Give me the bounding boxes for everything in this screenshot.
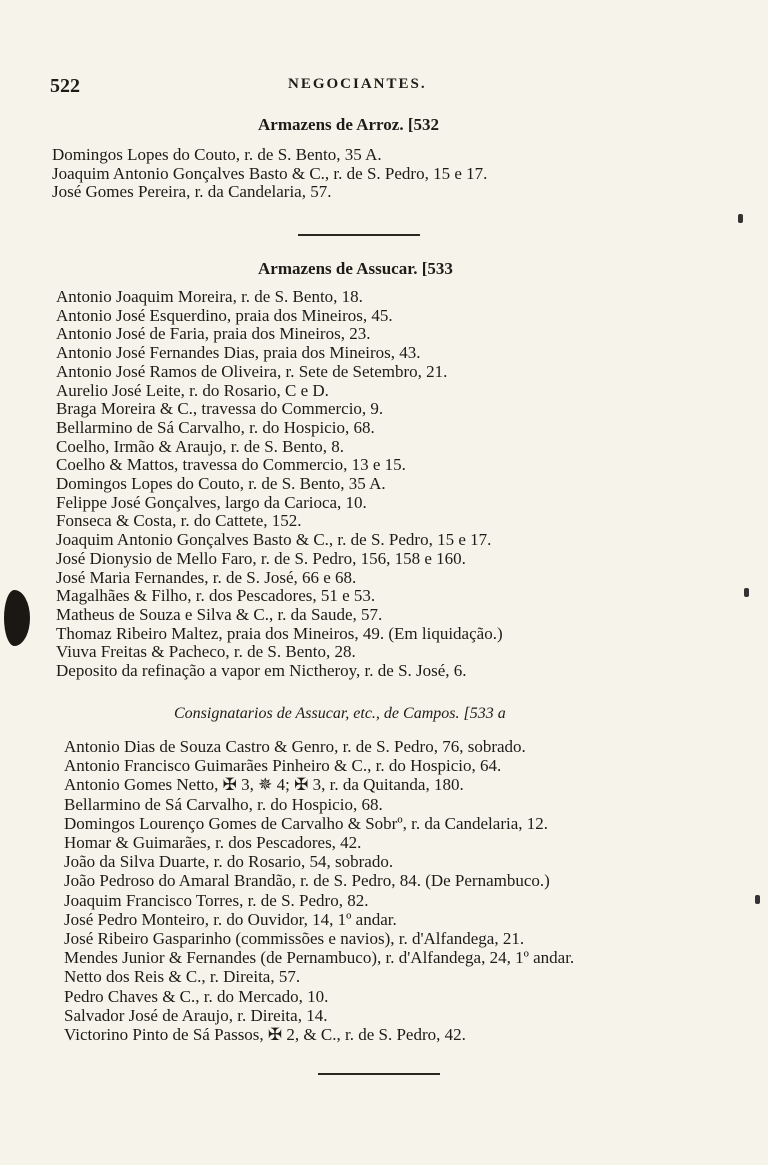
directory-entry: Salvador José de Araujo, r. Direita, 14. (64, 1005, 328, 1025)
directory-entry: Joaquim Antonio Gonçalves Basto & C., r. de S. Pedro, 15 e 17. (52, 163, 488, 183)
section-list-arroz (52, 146, 487, 202)
directory-entry: Bellarmino de Sá Carvalho, r. do Hospicio, 68. (56, 417, 375, 437)
section-divider (298, 234, 420, 236)
directory-entry: Viuva Freitas & Pacheco, r. de S. Bento, 28. (56, 642, 356, 662)
directory-entry: Aurelio José Leite, r. do Rosario, C e D. (56, 380, 329, 400)
section-divider (318, 1073, 440, 1075)
directory-entry: Domingos Lopes do Couto, r. de S. Bento, 35 A. (56, 474, 386, 494)
directory-entry: João Pedroso do Amaral Brandão, r. de S. Pedro, 84. (De Pernambuco.) (64, 871, 550, 891)
section-heading-consignatarios: Consignatarios de Assucar, etc., de Campos. [533 a (174, 705, 506, 722)
directory-entry: Antonio José de Faria, praia dos Mineiros, 23. (56, 324, 371, 344)
directory-entry: Bellarmino de Sá Carvalho, r. do Hospicio, 68. (64, 794, 383, 814)
margin-mark (738, 214, 743, 223)
directory-entry: Netto dos Reis & C., r. Direita, 57. (64, 967, 301, 987)
directory-entry: Victorino Pinto de Sá Passos, ✠ 2, & C., r. de S. Pedro, 42. (64, 1025, 466, 1045)
margin-mark (755, 895, 760, 904)
running-title: NEGOCIANTES. (288, 76, 427, 92)
directory-entry: Braga Moreira & C., travessa do Commercio, 9. (56, 399, 384, 419)
directory-entry: João da Silva Duarte, r. do Rosario, 54, sobrado. (64, 852, 394, 872)
page-margin-blot (4, 590, 30, 646)
section-list-assucar (56, 288, 503, 681)
directory-entry: Joaquim Francisco Torres, r. de S. Pedro, 82. (64, 890, 369, 910)
directory-entry: Thomaz Ribeiro Maltez, praia dos Mineiros, 49. (Em liquidação.) (56, 623, 503, 643)
section-heading-assucar: Armazens de Assucar. [533 (258, 259, 453, 278)
directory-entry: José Dionysio de Mello Faro, r. de S. Pedro, 156, 158 e 160. (56, 548, 466, 568)
directory-entry: Joaquim Antonio Gonçalves Basto & C., r. de S. Pedro, 15 e 17. (56, 530, 492, 550)
directory-entry: Antonio Francisco Guimarães Pinheiro & C., r. do Hospicio, 64. (64, 756, 502, 776)
directory-entry: Fonseca & Costa, r. do Cattete, 152. (56, 511, 302, 531)
directory-entry: Coelho, Irmão & Araujo, r. de S. Bento, 8. (56, 436, 345, 456)
directory-entry: Antonio José Fernandes Dias, praia dos Mineiros, 43. (56, 343, 421, 363)
directory-entry: José Ribeiro Gasparinho (commissões e navios), r. d'Alfandega, 21. (64, 929, 525, 949)
page-number: 522 (50, 75, 80, 97)
directory-entry: Deposito da refinação a vapor em Nictheroy, r. de S. José, 6. (56, 661, 467, 681)
directory-entry: José Pedro Monteiro, r. do Ouvidor, 14, 1º andar. (64, 909, 397, 929)
directory-entry: Antonio Dias de Souza Castro & Genro, r. de S. Pedro, 76, sobrado. (64, 737, 526, 756)
directory-entry: Coelho & Mattos, travessa do Commercio, 13 e 15. (56, 455, 406, 475)
directory-entry: Magalhães & Filho, r. dos Pescadores, 51 e 53. (56, 586, 376, 606)
margin-mark (744, 588, 749, 597)
directory-entry: Mendes Junior & Fernandes (de Pernambuco), r. d'Alfandega, 24, 1º andar. (64, 948, 575, 968)
directory-entry: Domingos Lourenço Gomes de Carvalho & Sobrº, r. da Candelaria, 12. (64, 813, 549, 833)
section-list-consignatarios (64, 737, 574, 1044)
directory-entry: Antonio José Ramos de Oliveira, r. Sete de Setembro, 21. (56, 361, 448, 381)
directory-entry: José Maria Fernandes, r. de S. José, 66 e 68. (56, 567, 357, 587)
directory-entry: José Gomes Pereira, r. da Candelaria, 57. (52, 182, 332, 202)
directory-entry: Domingos Lopes do Couto, r. de S. Bento, 35 A. (52, 145, 382, 164)
directory-entry: Antonio Gomes Netto, ✠ 3, ✵ 4; ✠ 3, r. da Quitanda, 180. (64, 775, 464, 795)
directory-entry: Antonio Joaquim Moreira, r. de S. Bento, 18. (56, 287, 363, 306)
directory-entry: Antonio José Esquerdino, praia dos Mineiros, 45. (56, 305, 393, 325)
directory-entry: Felippe José Gonçalves, largo da Carioca, 10. (56, 492, 367, 512)
directory-entry: Matheus de Souza e Silva & C., r. da Saude, 57. (56, 604, 383, 624)
directory-entry: Pedro Chaves & C., r. do Mercado, 10. (64, 986, 329, 1006)
directory-entry: Homar & Guimarães, r. dos Pescadores, 42. (64, 833, 362, 853)
section-heading-arroz: Armazens de Arroz. [532 (258, 115, 439, 134)
